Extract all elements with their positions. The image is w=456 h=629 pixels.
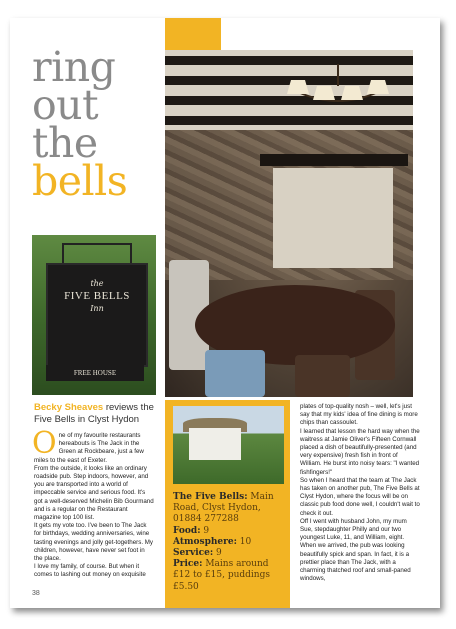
paragraph: plates of top-quality nosh – well, let's just say that my kids' idea of fine dining is more chips than cassoulet. [300, 403, 418, 427]
paragraph: When we arrived, the pub was looking beautifully spick and span. In fact, it is a prettier place than The Jack, with a charming thatched roof and small-paned windows, [300, 542, 411, 583]
author-name: Becky Sheaves [34, 402, 104, 413]
paragraph: I learned that lesson the hard way when the waitress at Jamie Oliver's Fifteen Cornwall placed a dish of beautifully-presented (and very expensive) fresh fish in front of William. He burst into noisy tears: "I wanted fishfingers!" [300, 427, 420, 476]
sign-the: the [90, 279, 104, 288]
sign-bracket [62, 243, 132, 263]
paragraph: One of my favourite restaurants hereabouts is The Jack in the Green at Rockbeare, just a few miles to the east of Exeter. [32, 426, 144, 464]
atmosphere-label: Atmosphere: [173, 536, 237, 547]
price-label: Price: [173, 559, 203, 570]
byline [34, 402, 164, 426]
title-line-1: ring [32, 43, 116, 91]
paragraph: I love my family, of course. But when it comes to lashing out money on exquisite [34, 563, 146, 579]
title-line-3: the [32, 119, 98, 167]
paragraph: It gets my vote too. I've been to The Jack for birthdays, wedding anniversaries, wine tasting evenings and jolly get-togethers. My children, however, have never set foot in the place. [34, 522, 154, 563]
magazine-page [10, 18, 440, 608]
price-value: Mains around £12 to £15, puddings £5.50 [173, 559, 270, 592]
pub-building [189, 428, 241, 460]
food-label: Food: [173, 525, 201, 536]
pub-sign [46, 263, 148, 367]
pub-sign-photo [32, 235, 156, 395]
service-label: Service: [173, 548, 214, 559]
blue-chair [205, 350, 265, 397]
service-score: 9 [213, 548, 222, 559]
drop-cap: O [32, 426, 57, 461]
article-column-3 [300, 403, 420, 583]
info-details [173, 492, 287, 593]
food-score: 9 [200, 525, 210, 536]
page-number: 38 [32, 590, 40, 597]
name-label: The Five Bells: [173, 492, 248, 502]
chandelier-icon [283, 64, 393, 114]
ceiling-beam [165, 116, 413, 125]
title-line-2: out [32, 81, 99, 129]
yellow-accent-band [165, 18, 221, 50]
article-title [32, 43, 128, 205]
sign-name: FIVE BELLS [64, 290, 130, 302]
paragraph: So when I heard that the team at The Jack has taken on another pub, The Five Bells at Clyst Hydon, where the focus will be on classic pub food done well, I couldn't wait to check it out. [300, 476, 420, 517]
address-value: Main Road, Clyst Hydon, 01884 277288 [173, 492, 274, 525]
paragraph: Off I went with husband John, my mum Sue, stepdaughter Philly and our two youngest Luke, 11, and William, eight. [300, 517, 407, 542]
restaurant-interior-photo [165, 50, 413, 397]
chair [295, 355, 350, 397]
fireplace [273, 168, 393, 268]
pub-exterior-photo [173, 406, 284, 484]
atmosphere-score: 10 [236, 536, 252, 547]
info-box [165, 400, 290, 608]
byline-text: reviews the Five Bells in Clyst Hydon [34, 402, 154, 425]
title-line-4: bells [32, 157, 128, 205]
sign-inn: Inn [90, 304, 104, 313]
paragraph: From the outside, it looks like an ordinary roadside pub. Step indoors, however, and you are transported into a world of impeccable service and serious food. It's got a well-deserved Michelin Bib Gourmand and is a regular on the Restaurant magazine top 100 list. [34, 464, 154, 522]
free-house-sign: FREE HOUSE [46, 365, 144, 381]
article-column-1 [32, 426, 154, 580]
fireplace-beam [260, 154, 408, 166]
